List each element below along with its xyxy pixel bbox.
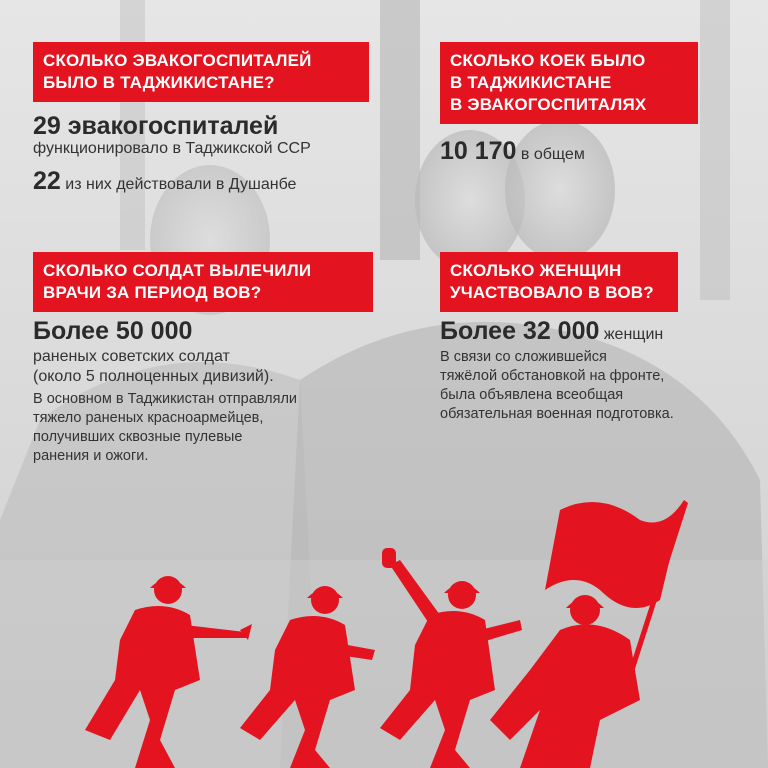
note-line: В основном в Таджикистан отправляли [33, 391, 298, 407]
header-line: БЫЛО В ТАДЖИКИСТАНЕ? [43, 73, 275, 92]
flag-bearer-icon [490, 500, 688, 768]
header-line: СКОЛЬКО СОЛДАТ ВЫЛЕЧИЛИ [43, 261, 312, 280]
soldier-3-icon [380, 548, 522, 768]
note-line: ранения и ожоги. [33, 448, 149, 464]
soldier-2-icon [240, 586, 375, 768]
stat-women-count: Более 32 000 [440, 317, 600, 345]
header-line: В ЭВАКОГОСПИТАЛЯХ [450, 95, 647, 114]
note-line: тяжело раненых красноармейцев, [33, 410, 264, 426]
stat-hospitals-text: функционировало в Таджикской ССР [33, 140, 311, 157]
desc-line: раненых советских солдат [33, 348, 230, 365]
header-line: УЧАСТВОВАЛО В ВОВ? [450, 283, 654, 302]
desc-line: была объявлена всеобщая [440, 387, 624, 403]
header-line: СКОЛЬКО КОЕК БЫЛО [450, 51, 646, 70]
note-line: получивших сквозные пулевые [33, 429, 243, 445]
stat-beds-num: 10 170 [440, 137, 517, 165]
stat-soldiers-count: Более 50 000 [33, 317, 193, 345]
stat-women-unit: женщин [603, 326, 664, 343]
header-line: ВРАЧИ ЗА ПЕРИОД ВОВ? [43, 283, 262, 302]
desc-line: В связи со сложившейся [440, 349, 607, 365]
stat-beds-text: в общем [520, 146, 585, 163]
header-line: В ТАДЖИКИСТАНЕ [450, 73, 612, 92]
header-line: СКОЛЬКО ЭВАКОГОСПИТАЛЕЙ [43, 51, 312, 70]
stat-dushanbe-num: 22 [33, 167, 61, 195]
stat-dushanbe-text: из них действовали в Душанбе [65, 176, 297, 193]
desc-line: обязательная военная подготовка. [440, 406, 674, 422]
header-line: СКОЛЬКО ЖЕНЩИН [450, 261, 622, 280]
desc-line: тяжёлой обстановкой на фронте, [440, 368, 665, 384]
desc-line: (около 5 полноценных дивизий). [33, 368, 274, 385]
stat-hospitals-count: 29 эвакогоспиталей [33, 112, 279, 140]
soldier-1-icon [85, 576, 252, 768]
